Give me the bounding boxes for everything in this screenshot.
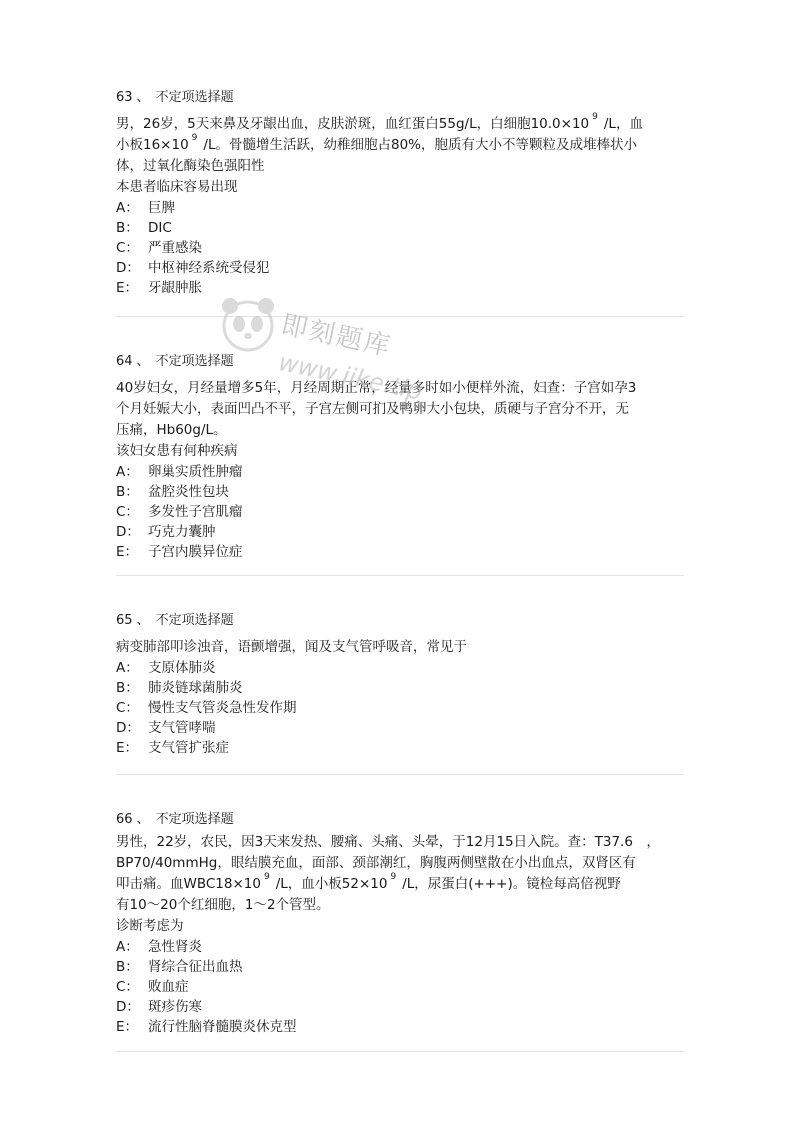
option-d[interactable] xyxy=(116,997,686,1017)
question-number: 66 xyxy=(116,812,133,827)
option-d[interactable] xyxy=(116,522,686,542)
option-letter: A： xyxy=(116,464,139,480)
option-letter: A： xyxy=(116,200,139,216)
option-letter: A： xyxy=(116,660,139,676)
question-header xyxy=(116,810,686,830)
option-e[interactable] xyxy=(116,1017,686,1037)
question-number: 64 xyxy=(116,354,133,369)
option-text: DIC xyxy=(148,220,172,236)
option-letter: E： xyxy=(116,280,139,296)
superscript: 9 xyxy=(263,872,270,882)
option-text: 支原体肺炎 xyxy=(148,660,216,676)
option-letter: B： xyxy=(116,220,139,236)
option-text: 肾综合征出血热 xyxy=(148,959,243,975)
stem-prompt: 该妇女患有何种疾病 xyxy=(116,443,238,459)
option-text: 肺炎链球菌肺炎 xyxy=(148,680,243,696)
option-letter: B： xyxy=(116,680,139,696)
question-stem xyxy=(116,832,686,937)
panda-logo-icon xyxy=(212,288,284,360)
question-header xyxy=(116,611,686,631)
option-letter: E： xyxy=(116,544,139,560)
question-63 xyxy=(116,88,686,298)
option-text: 急性肾炎 xyxy=(148,939,202,955)
option-e[interactable] xyxy=(116,738,686,758)
question-number: 65 xyxy=(116,613,133,628)
option-text: 盆腔炎性包块 xyxy=(148,484,229,500)
superscript: 9 xyxy=(390,872,397,882)
option-b[interactable] xyxy=(116,218,686,238)
option-text: 慢性支气管炎急性发作期 xyxy=(148,700,297,716)
question-divider xyxy=(116,316,684,317)
option-text: 牙龈肿胀 xyxy=(148,280,202,296)
option-letter: E： xyxy=(116,1019,139,1035)
stem-prompt: 本患者临床容易出现 xyxy=(116,179,238,195)
question-divider xyxy=(116,575,684,576)
option-text: 多发性子宫肌瘤 xyxy=(148,504,243,520)
option-list xyxy=(116,937,686,1037)
watermark-url: www.jike.tip xyxy=(276,348,425,406)
stem-line xyxy=(116,874,686,895)
stem-prompt: 诊断考虑为 xyxy=(116,918,184,934)
question-stem xyxy=(116,637,686,658)
option-c[interactable] xyxy=(116,502,686,522)
stem-line: 压痛，Hb60g/L。 xyxy=(116,422,227,438)
question-separator: 、 xyxy=(136,613,150,628)
stem-text: 小板16×10 xyxy=(116,137,189,153)
question-header xyxy=(116,88,686,108)
option-a[interactable] xyxy=(116,198,686,218)
option-c[interactable] xyxy=(116,238,686,258)
question-66 xyxy=(116,810,686,1037)
option-letter: D： xyxy=(116,524,140,540)
option-e[interactable] xyxy=(116,278,686,298)
stem-line xyxy=(116,114,686,135)
option-letter: D： xyxy=(116,260,140,276)
option-a[interactable] xyxy=(116,658,686,678)
question-64 xyxy=(116,352,686,562)
question-type: 不定项选择题 xyxy=(155,613,234,628)
option-text: 巧克力囊肿 xyxy=(148,524,216,540)
superscript: 9 xyxy=(191,133,198,143)
option-text: 卵巢实质性肿瘤 xyxy=(148,464,243,480)
option-c[interactable] xyxy=(116,977,686,997)
option-d[interactable] xyxy=(116,718,686,738)
option-a[interactable] xyxy=(116,937,686,957)
option-letter: B： xyxy=(116,959,139,975)
stem-text: /L。骨髓增生活跃，幼稚细胞占80%，胞质有大小不等颗粒及成堆棒状小 xyxy=(203,137,637,153)
option-letter: C： xyxy=(116,700,139,716)
question-separator: 、 xyxy=(136,90,150,105)
question-type: 不定项选择题 xyxy=(155,90,234,105)
option-letter: C： xyxy=(116,504,139,520)
stem-line xyxy=(116,135,686,156)
option-e[interactable] xyxy=(116,542,686,562)
option-text: 严重感染 xyxy=(148,240,202,256)
option-text: 支气管哮喘 xyxy=(148,720,216,736)
question-divider xyxy=(116,1051,684,1052)
question-stem xyxy=(116,378,686,462)
option-list xyxy=(116,658,686,758)
stem-line: BP70/40mmHg，眼结膜充血，面部、颈部潮红，胸腹两侧壁散在小出血点，双肾区有 xyxy=(116,855,636,871)
stem-line: 体，过氧化酶染色强阳性 xyxy=(116,158,265,174)
option-letter: C： xyxy=(116,979,139,995)
stem-text: 叩击痛。血WBC18×10 xyxy=(116,876,261,892)
stem-prompt: 病变肺部叩诊浊音，语颤增强，闻及支气管呼吸音，常见于 xyxy=(116,639,467,655)
option-letter: C： xyxy=(116,240,139,256)
watermark-brand: 即刻题库 xyxy=(278,309,395,363)
option-text: 败血症 xyxy=(148,979,189,995)
stem-line: 个月妊娠大小，表面凹凸不平，子宫左侧可扪及鸭卵大小包块，质硬与子宫分不开，无 xyxy=(116,401,629,417)
stem-line: 男性，22岁，农民，因3天来发热、腰痛、头痛、头晕，于12月15日入院。查：T37.6 ， xyxy=(116,834,660,850)
question-separator: 、 xyxy=(136,354,150,369)
question-divider xyxy=(116,774,684,775)
option-text: 支气管扩张症 xyxy=(148,740,229,756)
option-a[interactable] xyxy=(116,462,686,482)
option-text: 斑疹伤寒 xyxy=(148,999,202,1015)
stem-text: /L，尿蛋白(+++)。镜检每高倍视野 xyxy=(402,876,621,892)
option-list xyxy=(116,198,686,298)
superscript: 9 xyxy=(592,112,598,122)
question-header xyxy=(116,352,686,372)
option-b[interactable] xyxy=(116,678,686,698)
option-letter: B： xyxy=(116,484,139,500)
option-letter: D： xyxy=(116,720,140,736)
option-b[interactable] xyxy=(116,957,686,977)
stem-text: /L，血 xyxy=(603,116,643,132)
option-b[interactable] xyxy=(116,482,686,502)
option-d[interactable] xyxy=(116,258,686,278)
option-text: 中枢神经系统受侵犯 xyxy=(148,260,270,276)
question-type: 不定项选择题 xyxy=(155,354,234,369)
question-stem xyxy=(116,114,686,198)
stem-line: 有10～20个红细胞，1～2个管型。 xyxy=(116,897,330,913)
option-list xyxy=(116,462,686,562)
question-65 xyxy=(116,611,686,758)
question-type: 不定项选择题 xyxy=(155,812,234,827)
option-letter: A： xyxy=(116,939,139,955)
option-text: 流行性脑脊髓膜炎休克型 xyxy=(148,1019,297,1035)
option-text: 子宫内膜异位症 xyxy=(148,544,243,560)
stem-text: /L，血小板52×10 xyxy=(275,876,388,892)
question-number: 63 xyxy=(116,90,133,105)
question-separator: 、 xyxy=(136,812,150,827)
option-letter: E： xyxy=(116,740,139,756)
option-text: 巨脾 xyxy=(148,200,175,216)
option-letter: D： xyxy=(116,999,140,1015)
option-c[interactable] xyxy=(116,698,686,718)
stem-line: 40岁妇女，月经量增多5年，月经周期正常，经量多时如小便样外流，妇查：子宫如孕3 xyxy=(116,380,637,396)
stem-text: 男，26岁，5天来鼻及牙龈出血，皮肤淤斑，血红蛋白55g/L，白细胞10.0×10 xyxy=(116,116,590,132)
